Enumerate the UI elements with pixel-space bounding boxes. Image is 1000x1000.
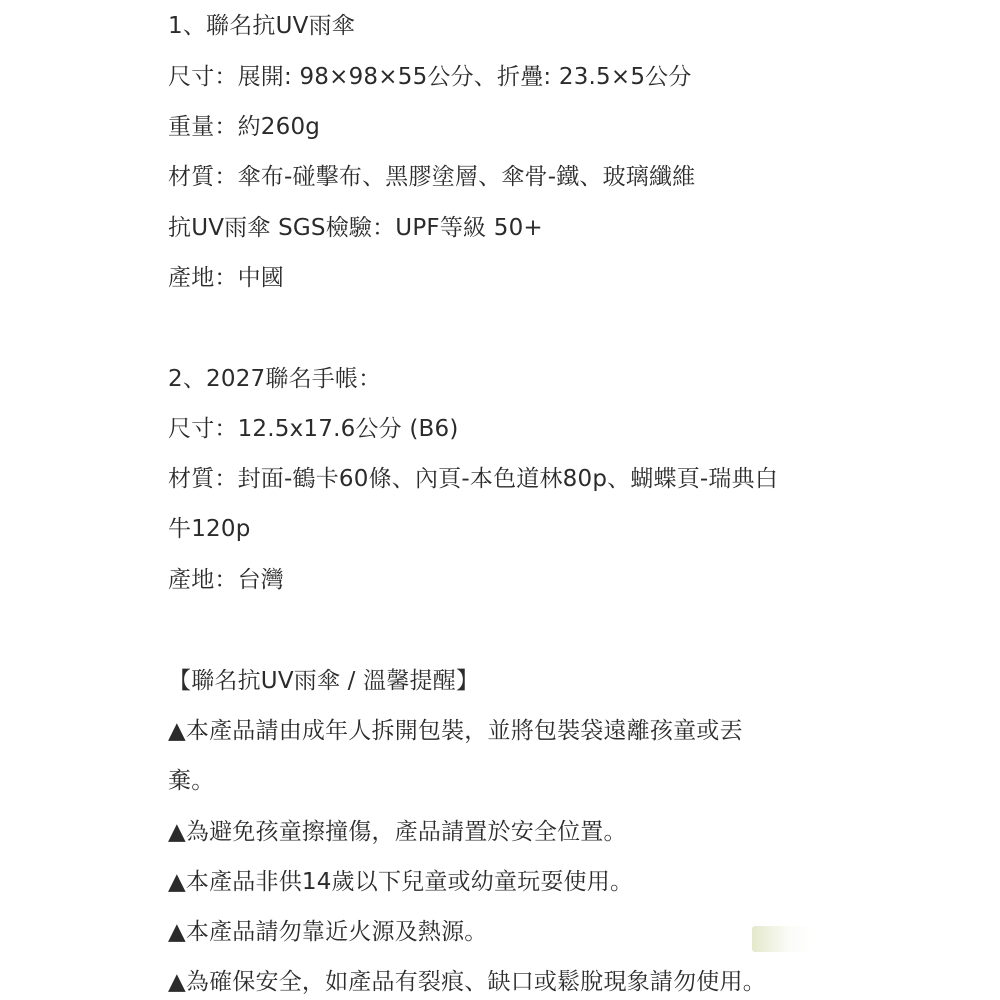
faint-color-mark <box>752 926 812 952</box>
planner-size: 尺寸：12.5x17.6公分 (B6) <box>168 416 459 442</box>
notice-item: 棄。 <box>168 768 215 794</box>
notice-item: ▲本產品非供14歲以下兒童或幼童玩耍使用。 <box>168 869 634 895</box>
umbrella-material: 材質：傘布-碰擊布、黑膠塗層、傘骨-鐵、玻璃纖維 <box>168 164 696 190</box>
umbrella-origin: 產地：中國 <box>168 265 284 291</box>
planner-origin: 產地：台灣 <box>168 567 284 593</box>
planner-material-line-2: 牛120p <box>168 516 251 542</box>
umbrella-weight: 重量：約260g <box>168 114 321 140</box>
notice-item: ▲為確保安全，如產品有裂痕、缺口或鬆脫現象請勿使用。 <box>168 969 766 995</box>
notice-item: ▲為避免孩童擦撞傷，產品請置於安全位置。 <box>168 819 627 845</box>
notice-item: ▲本產品請由成年人拆開包裝，並將包裝袋遠離孩童或丟 <box>168 718 743 744</box>
umbrella-size: 尺寸：展開: 98×98×55公分、折疊: 23.5×5公分 <box>168 64 692 90</box>
planner-heading: 2、2027聯名手帳： <box>168 366 382 392</box>
notice-heading: 【聯名抗UV雨傘 / 溫馨提醒】 <box>168 668 480 694</box>
umbrella-test: 抗UV雨傘 SGS檢驗：UPF等級 50+ <box>168 215 543 241</box>
planner-material-line-1: 材質：封面-鶴卡60條、內頁-本色道林80p、蝴蝶頁-瑞典白 <box>168 466 779 492</box>
umbrella-heading: 1、聯名抗UV雨傘 <box>168 13 356 39</box>
notice-item: ▲本產品請勿靠近火源及熱源。 <box>168 919 488 945</box>
